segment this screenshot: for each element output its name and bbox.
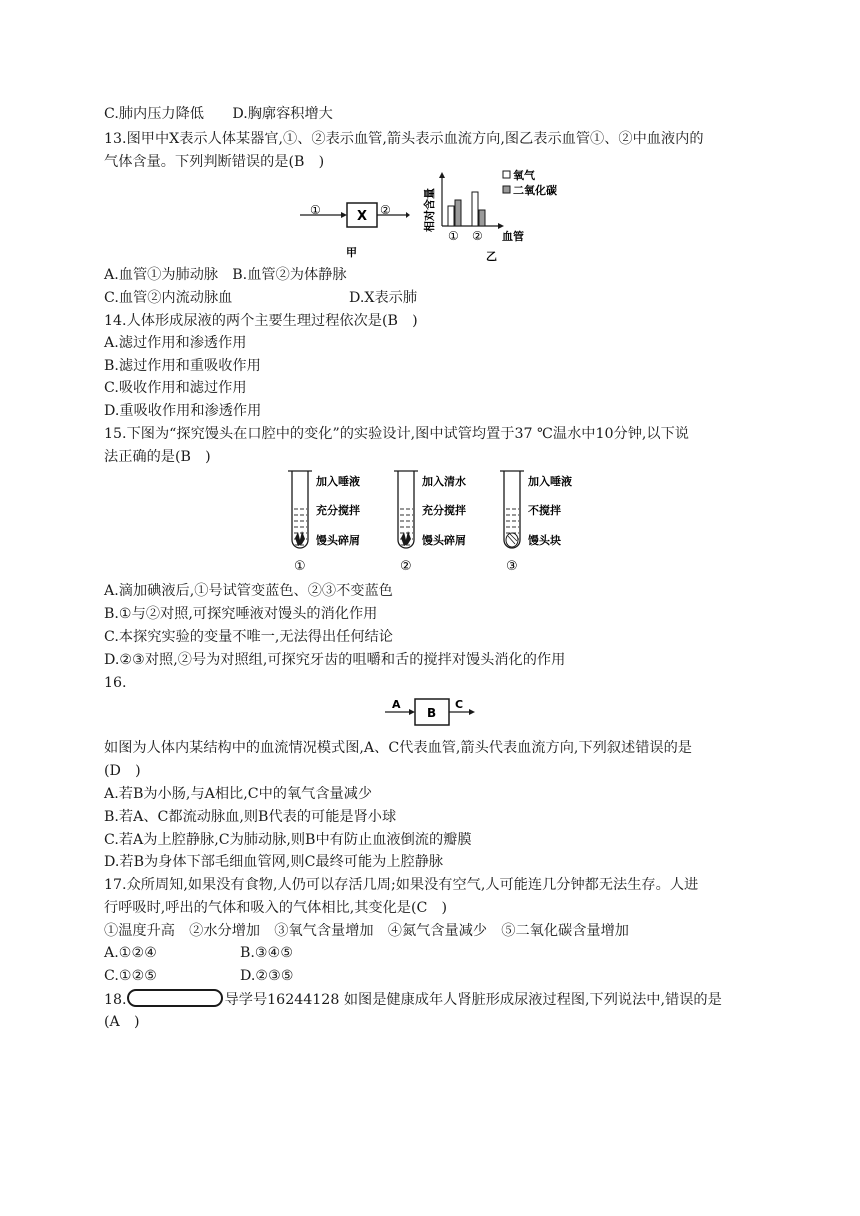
q17-option-c: C.①②⑤ xyxy=(104,968,158,984)
tube-3-number: ③ xyxy=(506,559,518,574)
q17-option-b: B.③④⑤ xyxy=(240,945,294,961)
q15-stem-line1: 15.下图为“探究馒头在口腔中的变化”的实验设计,图中试管均置于37 ℃温水中10分钟,以下说 xyxy=(104,426,689,442)
q13-option-c: C.血管②内流动脉血 xyxy=(104,290,233,306)
tube-3-label-1: 加入唾液 xyxy=(528,475,572,488)
jia-out-label: ② xyxy=(380,203,391,217)
yi-caption: 乙 xyxy=(486,250,497,263)
q15-option-a: A.滴加碘液后,①号试管变蓝色、②③不变蓝色 xyxy=(104,583,393,599)
jia-in-label: ① xyxy=(310,203,321,217)
tube-1-label-2: 充分搅拌 xyxy=(316,504,360,517)
tube-3-label-3: 馒头块 xyxy=(528,534,561,547)
q16-blood-flow-figure xyxy=(385,696,475,728)
tube-1-label-3: 馒头碎屑 xyxy=(316,534,360,547)
q15-option-b: B.①与②对照,可探究唾液对馒头的消化作用 xyxy=(104,606,378,622)
q17-option-d: D.②③⑤ xyxy=(240,968,294,984)
yi-cat-2: ② xyxy=(472,229,483,243)
q14-option-d: D.重吸收作用和渗透作用 xyxy=(104,403,262,419)
q17-stem-line2: 行呼吸时,呼出的气体和吸入的气体相比,其变化是(C ) xyxy=(104,900,448,916)
tube-2-label-3: 馒头碎屑 xyxy=(422,534,466,547)
q13-figure-jia xyxy=(300,198,410,260)
q18-number: 18. xyxy=(104,992,127,1008)
q13-stem-line1: 13.图甲中X表示人体某器官,①、②表示血管,箭头表示血流方向,图乙表示血管①、②中血液内的 xyxy=(104,131,704,147)
q13-option-d: D.X表示肺 xyxy=(349,290,418,306)
q15-option-d: D.②③对照,②号为对照组,可探究牙齿的咀嚼和舌的搅拌对馒头消化的作用 xyxy=(104,652,566,668)
legend-oxygen: 氧气 xyxy=(513,169,535,182)
flow-label-a: A xyxy=(392,698,401,711)
tube-3 xyxy=(500,471,572,574)
q17-option-a: A.①②④ xyxy=(104,945,157,961)
q17-stem-line1: 17.众所周知,如果没有食物,人仍可以存活几周;如果没有空气,人可能连几分钟都无法生存。人进 xyxy=(104,877,699,893)
q13-figure-yi xyxy=(422,169,557,264)
q18-stem-line2: (A ) xyxy=(104,1014,140,1030)
bar-1-oxygen xyxy=(448,206,454,226)
q14-stem: 14.人体形成尿液的两个主要生理过程依次是(B ) xyxy=(104,313,418,329)
q16-option-d: D.若B为身体下部毛细血管网,则C最终可能为上腔静脉 xyxy=(104,854,444,870)
tube-2 xyxy=(394,471,466,574)
q14-option-b: B.滤过作用和重吸收作用 xyxy=(104,358,261,374)
tube-1-label-1: 加入唾液 xyxy=(316,475,360,488)
bar-1-co2 xyxy=(455,200,461,226)
q13-stem-line2: 气体含量。下列判断错误的是(B ) xyxy=(104,154,325,170)
q18-stem-text: 导学号16244128 如图是健康成年人肾脏形成尿液过程图,下列说法中,错误的是 xyxy=(224,992,722,1008)
jia-caption: 甲 xyxy=(346,246,357,259)
tube-1 xyxy=(288,471,360,574)
q17-items: ①温度升高 ②水分增加 ③氧气含量增加 ④氮气含量减少 ⑤二氧化碳含量增加 xyxy=(104,923,629,939)
q14-option-a: A.滤过作用和渗透作用 xyxy=(104,335,247,351)
yi-cat-1: ① xyxy=(448,229,459,243)
q15-option-c: C.本探究实验的变量不唯一,无法得出任何结论 xyxy=(104,629,393,645)
tube-3-label-2: 不搅拌 xyxy=(528,504,561,517)
jia-box-label: X xyxy=(357,209,368,224)
q13-option-ab: A.血管①为肺动脉 B.血管②为体静脉 xyxy=(104,267,347,283)
tube-1-number: ① xyxy=(294,559,306,574)
bar-2-oxygen xyxy=(472,192,478,226)
tube-2-label-2: 充分搅拌 xyxy=(422,504,466,517)
tube-2-number: ② xyxy=(400,559,412,574)
q16-option-b: B.若A、C都流动脉血,则B代表的可能是肾小球 xyxy=(104,809,397,825)
yi-ylabel: 相对含量 xyxy=(423,188,436,232)
tube-2-label-1: 加入清水 xyxy=(422,475,466,488)
bar-2-co2 xyxy=(479,210,485,226)
q16-option-c: C.若A为上腔静脉,C为肺动脉,则B中有防止血液倒流的瓣膜 xyxy=(104,832,472,848)
q16-stem-line1: 如图为人体内某结构中的血流情况模式图,A、C代表血管,箭头代表血流方向,下列叙述错误的是 xyxy=(104,740,692,756)
q16-stem-line2: (D ) xyxy=(104,763,141,779)
q16-number: 16. xyxy=(104,675,127,691)
q18-stem-line1 xyxy=(104,989,722,1010)
q16-option-a: A.若B为小肠,与A相比,C中的氧气含量减少 xyxy=(104,786,373,802)
legend-co2: 二氧化碳 xyxy=(513,184,557,197)
q14-option-c: C.吸收作用和滤过作用 xyxy=(104,380,247,396)
flow-label-c: C xyxy=(455,698,464,711)
flow-label-b: B xyxy=(427,706,437,720)
q15-tubes-figure xyxy=(288,470,588,576)
q15-stem-line2: 法正确的是(B ) xyxy=(104,449,211,465)
q12-options-cd: C.肺内压力降低 D.胸廓容积增大 xyxy=(104,106,333,122)
yi-xlabel: 血管 xyxy=(502,230,524,243)
guide-number-badge xyxy=(127,989,223,1007)
